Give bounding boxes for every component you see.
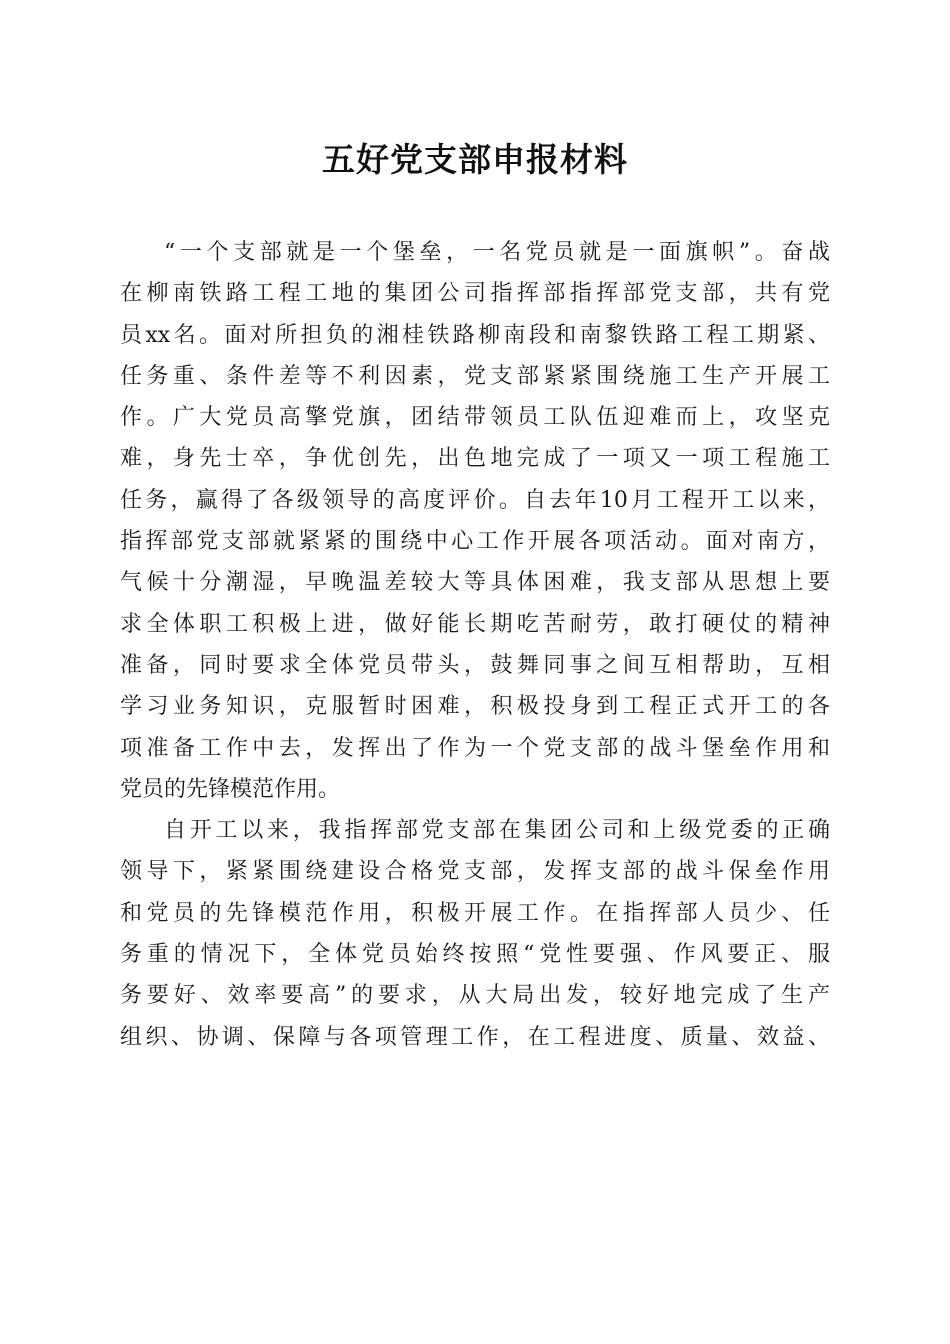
text-line: 学习业务知识，克服暂时困难，积极投身到工程正式开工的各	[120, 694, 830, 720]
paragraph	[120, 810, 830, 1058]
text-line: 项准备工作中去，发挥出了作为一个党支部的战斗堡垒作用和	[120, 735, 830, 761]
text-line: 务重的情况下，全体党员始终按照“党性要强、作风要正、服	[120, 942, 830, 968]
text-line: 员xx名。面对所担负的湘桂铁路柳南段和南黎铁路工程工期紧、	[120, 322, 830, 348]
text-line: 任务重、条件差等不利因素，党支部紧紧围绕施工生产开展工	[120, 363, 830, 389]
text-line: 领导下，紧紧围绕建设合格党支部，发挥支部的战斗保垒作用	[120, 859, 830, 885]
text-line: 和党员的先锋模范作用，积极开展工作。在指挥部人员少、任	[120, 900, 830, 926]
text-line: 组织、协调、保障与各项管理工作，在工程进度、质量、效益、	[120, 1024, 830, 1050]
text-line: 气候十分潮湿，早晚温差较大等具体困难，我支部从思想上要	[120, 570, 830, 596]
text-line: 作。广大党员高擎党旗，团结带领员工队伍迎难而上，攻坚克	[120, 405, 830, 431]
document-body	[120, 232, 830, 1058]
text-line: 准备，同时要求全体党员带头，鼓舞同事之间互相帮助，互相	[120, 652, 830, 678]
text-line: 在柳南铁路工程工地的集团公司指挥部指挥部党支部，共有党	[120, 281, 830, 307]
text-line: 自开工以来，我指挥部党支部在集团公司和上级党委的正确	[164, 818, 830, 844]
text-line: 难，身先士卒，争优创先，出色地完成了一项又一项工程施工	[120, 446, 830, 472]
text-line: 求全体职工积极上进，做好能长期吃苦耐劳，敢打硬仗的精神	[120, 611, 830, 637]
text-line: 任务，赢得了各级领导的高度评价。自去年10月工程开工以来，	[120, 487, 830, 513]
text-line: 务要好、效率要高”的要求，从大局出发，较好地完成了生产	[120, 983, 830, 1009]
paragraph	[120, 232, 830, 810]
text-line: 党员的先锋模范作用。	[120, 776, 341, 802]
document-title: 五好党支部申报材料	[322, 140, 628, 179]
text-line: 指挥部党支部就紧紧的围绕中心工作开展各项活动。面对南方，	[120, 529, 830, 555]
text-line: “一个支部就是一个堡垒，一名党员就是一面旗帜”。奋战	[164, 240, 830, 265]
